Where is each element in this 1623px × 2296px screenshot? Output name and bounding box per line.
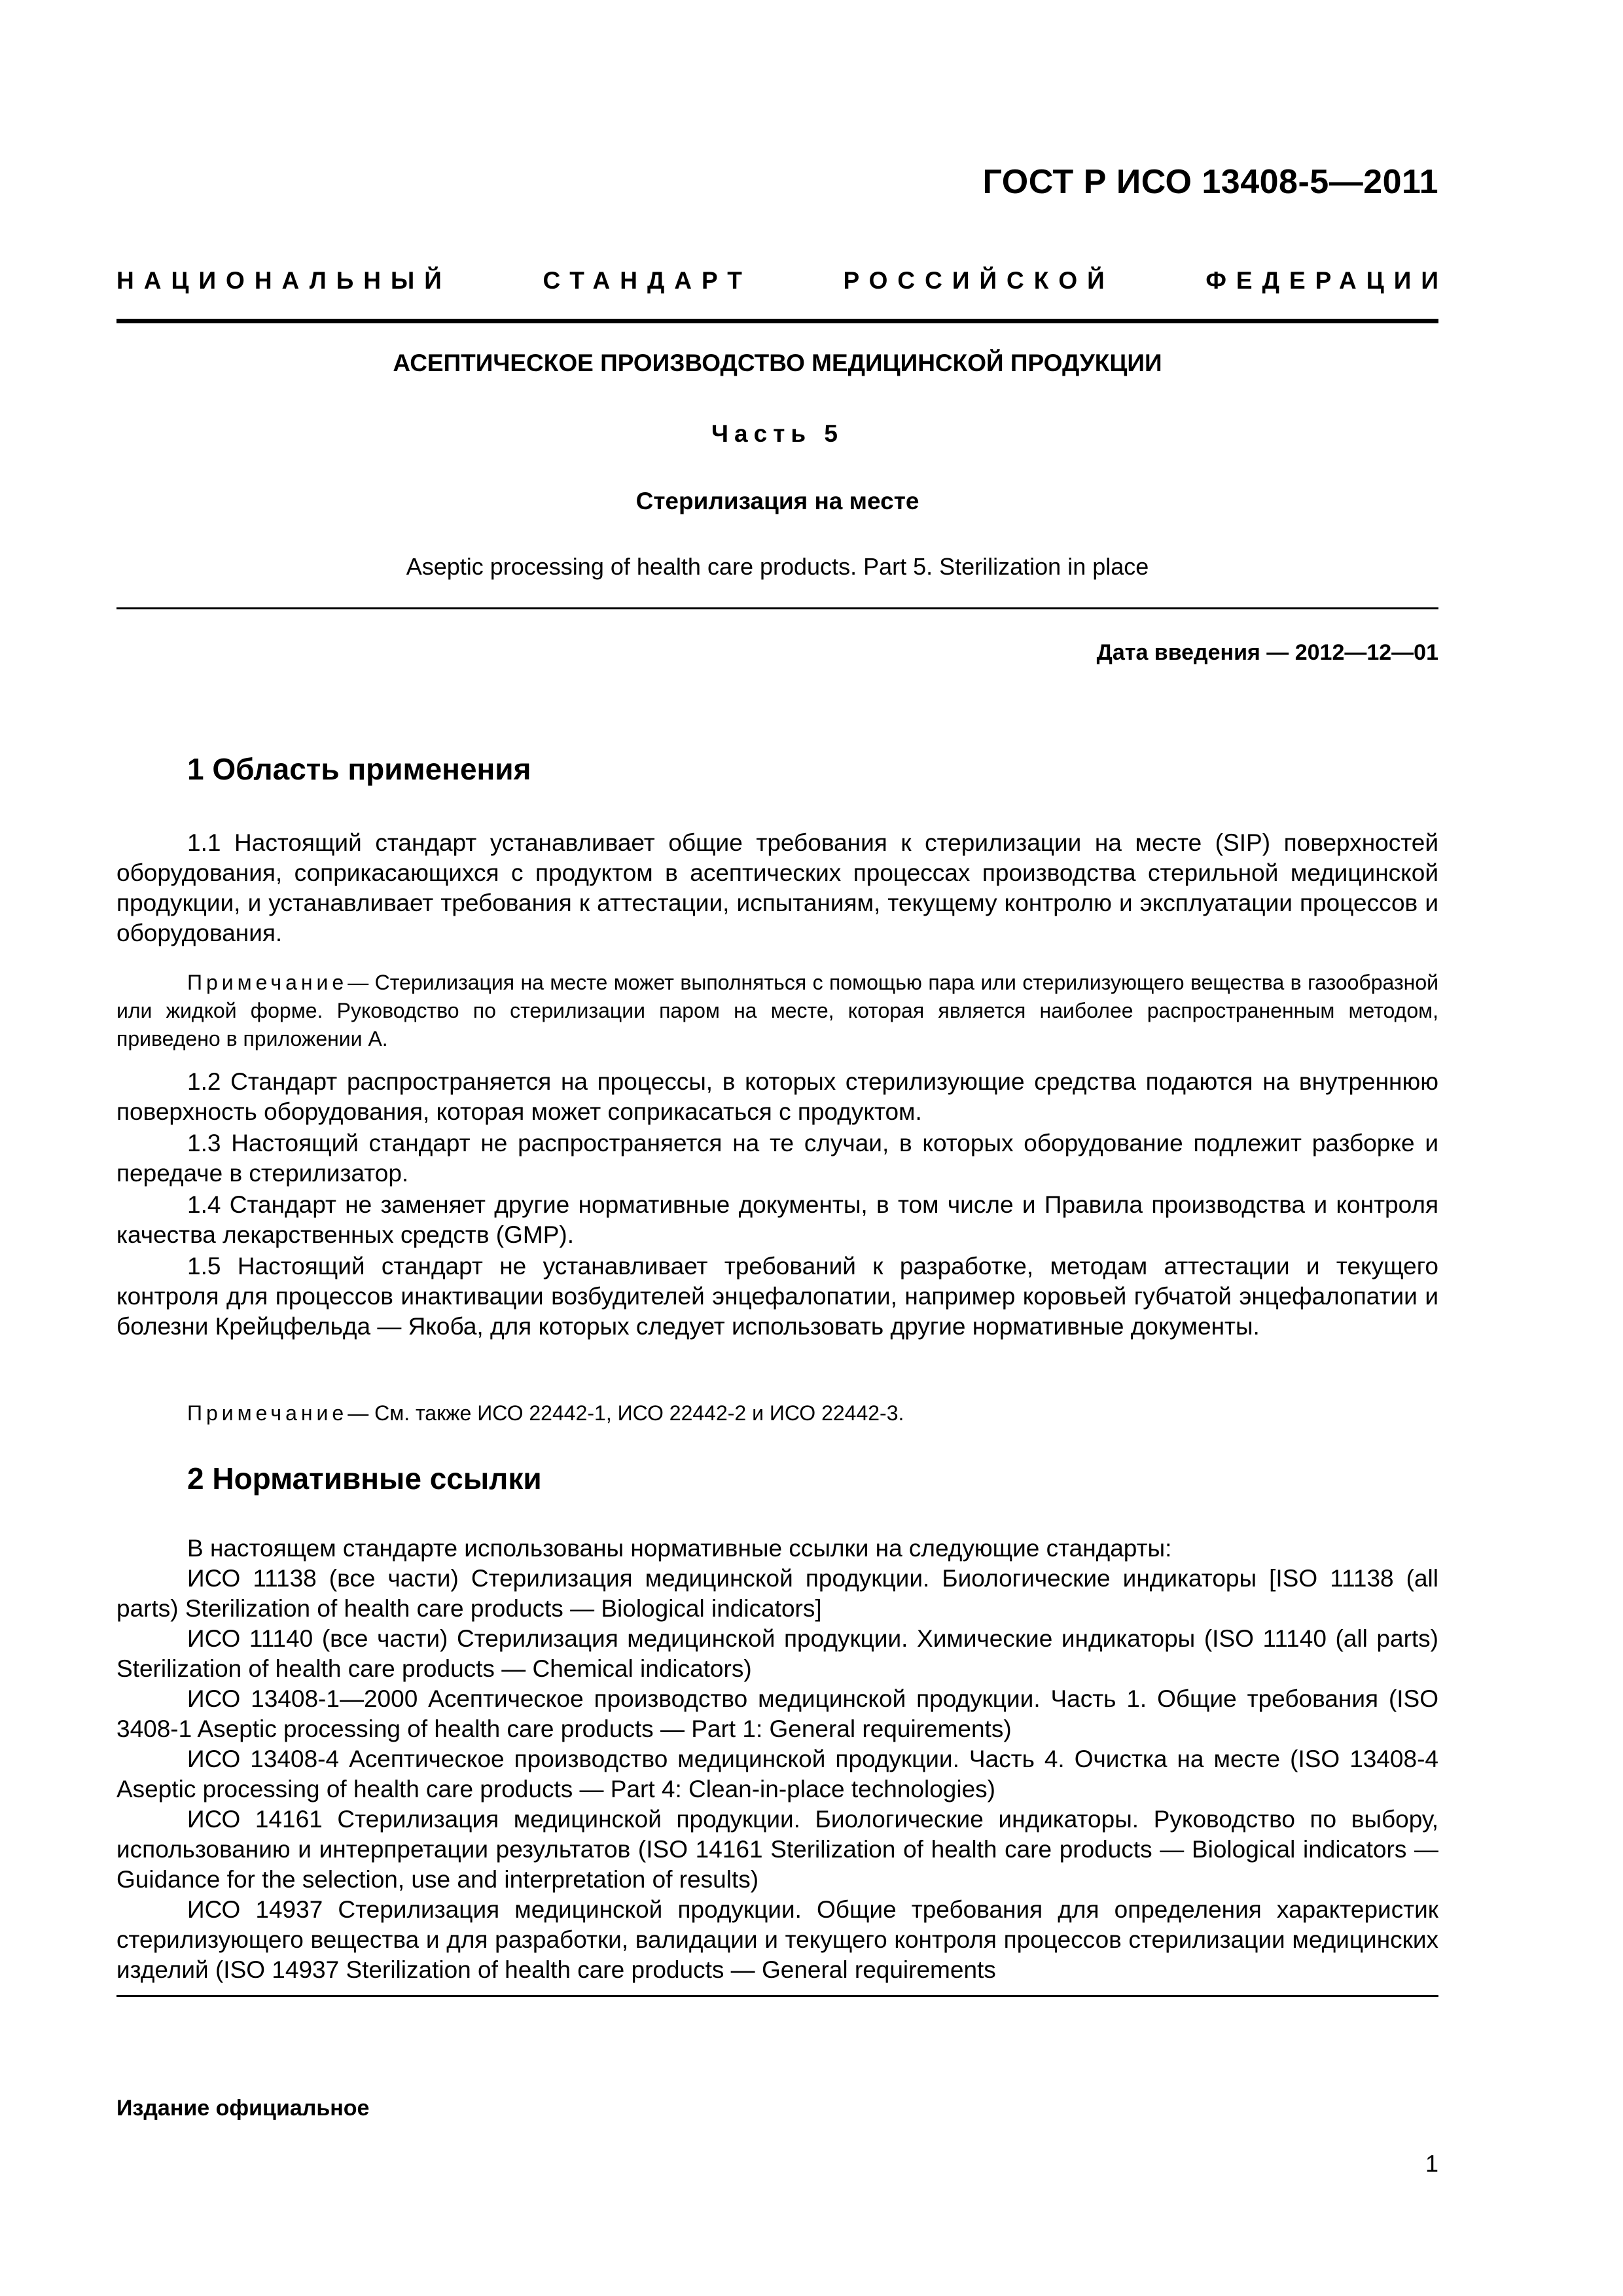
section-heading: 2 Нормативные ссылки [187, 1462, 542, 1496]
reference-item [116, 1684, 1438, 1744]
document-title: АСЕПТИЧЕСКОЕ ПРОИЗВОДСТВО МЕДИЦИНСКОЙ ПРОДУКЦИИ [393, 350, 1162, 376]
paragraph-text: 1.3 Настоящий стандарт не распространяется на те случаи, в которых оборудование подлежит разборке и передаче в стерилизатор. [116, 1130, 1438, 1187]
paragraph-text: 1.1 Настоящий стандарт устанавливает общие требования к стерилизации на месте (SIP) поверхностей оборудования, соприкасающихся с продуктом в асептических процессах производства стерильной медицинской продукции, и устанавливает требования к аттестации, испытаниям, текущему контролю и эксплуатации процессов и оборудования. [116, 829, 1438, 946]
paragraph [116, 1128, 1438, 1189]
section-heading: 1 Область применения [187, 752, 531, 786]
note-label: Примечание [187, 971, 348, 994]
part-number: Часть 5 [711, 420, 844, 447]
paragraph-text: В настоящем стандарте использованы нормативные ссылки на следующие стандарты: [187, 1535, 1172, 1562]
document-subtitle: Стерилизация на месте [635, 488, 919, 514]
paragraph-text: 1.2 Стандарт распространяется на процессы, в которых стерилизующие средства подаются на внутреннюю поверхность оборудования, которая может соприкасаться с продуктом. [116, 1068, 1438, 1125]
reference-text: ИСО 13408-4 Асептическое производство медицинской продукции. Часть 4. Очистка на месте (ISO 13408-4 Aseptic processing of health care products — Part 4: Clean-in-place technologies) [116, 1746, 1438, 1803]
footer-divider [116, 1995, 1438, 1997]
reference-text: ИСО 14161 Стерилизация медицинской продукции. Биологические индикаторы. Руководство по выбору, использованию и интерпретации результатов (ISO 14161 Sterilization of health care products — Biological indicators — Guidance for the selection, use and interpretation of results) [116, 1806, 1438, 1893]
note-label: Примечание [187, 1401, 348, 1425]
title-divider [116, 607, 1438, 609]
national-standard-banner [116, 267, 1448, 295]
banner-word: ФЕДЕРАЦИИ [1205, 267, 1448, 294]
reference-item [116, 1564, 1438, 1624]
paragraph [116, 828, 1438, 948]
reference-item [116, 1895, 1438, 1985]
paragraph [116, 1534, 1438, 1564]
paragraph [116, 1190, 1438, 1250]
note-text: — Стерилизация на месте может выполняться с помощью пара или стерилизующего вещества в газообразной или жидкой форме. Руководство по стерилизации паром на месте, которая является наиболее распространенным методом, приведено в приложении А. [116, 971, 1438, 1050]
reference-item [116, 1624, 1438, 1684]
document-code: ГОСТ Р ИСО 13408-5—2011 [982, 163, 1438, 201]
introduction-date: Дата введения — 2012—12—01 [1096, 640, 1438, 665]
reference-item [116, 1804, 1438, 1895]
reference-item [116, 1744, 1438, 1804]
reference-text: ИСО 14937 Стерилизация медицинской продукции. Общие требования для определения характеристик стерилизующего вещества и для разработки, валидации и текущего контроля процессов стерилизации медицинских изделий (ISO 14937 Sterilization of health care products — General requirements [116, 1896, 1438, 1983]
paragraph-text: 1.4 Стандарт не заменяет другие нормативные документы, в том числе и Правила производства и контроля качества лекарственных средств (GMP). [116, 1191, 1438, 1248]
english-title: Aseptic processing of health care products. Part 5. Sterilization in place [406, 553, 1149, 580]
header-divider [116, 319, 1438, 323]
official-edition-label: Издание официальное [116, 2096, 370, 2121]
paragraph [116, 1067, 1438, 1127]
reference-text: ИСО 11140 (все части) Стерилизация медицинской продукции. Химические индикаторы (ISO 11140 (all parts) Sterilization of health care products — Chemical indicators) [116, 1625, 1438, 1682]
reference-text: ИСО 11138 (все части) Стерилизация медицинской продукции. Биологические индикаторы [ISO 11138 (all parts) Sterilization of health care products — Biological indicators] [116, 1565, 1438, 1622]
page-number: 1 [1425, 2150, 1438, 2177]
reference-text: ИСО 13408-1—2000 Асептическое производство медицинской продукции. Часть 1. Общие требования (ISO 3408-1 Aseptic processing of health care products — Part 1: General requirements) [116, 1685, 1438, 1742]
paragraph [116, 1251, 1438, 1342]
banner-word: РОССИЙСКОЙ [843, 267, 1115, 294]
banner-word: СТАНДАРТ [543, 267, 752, 294]
banner-word: НАЦИОНАЛЬНЫЙ [116, 267, 452, 294]
note-text: — См. также ИСО 22442-1, ИСО 22442-2 и ИСО 22442-3. [348, 1401, 904, 1425]
note [116, 969, 1438, 1053]
document-page [116, 0, 1448, 2296]
note [116, 1399, 1438, 1427]
paragraph-text: 1.5 Настоящий стандарт не устанавливает требований к разработке, методам аттестации и текущего контроля для процессов инактивации возбудителей энцефалопатии, например коровьей губчатой энцефалопатии и болезни Крейцфельда — Якоба, для которых следует использовать другие нормативные документы. [116, 1253, 1438, 1340]
